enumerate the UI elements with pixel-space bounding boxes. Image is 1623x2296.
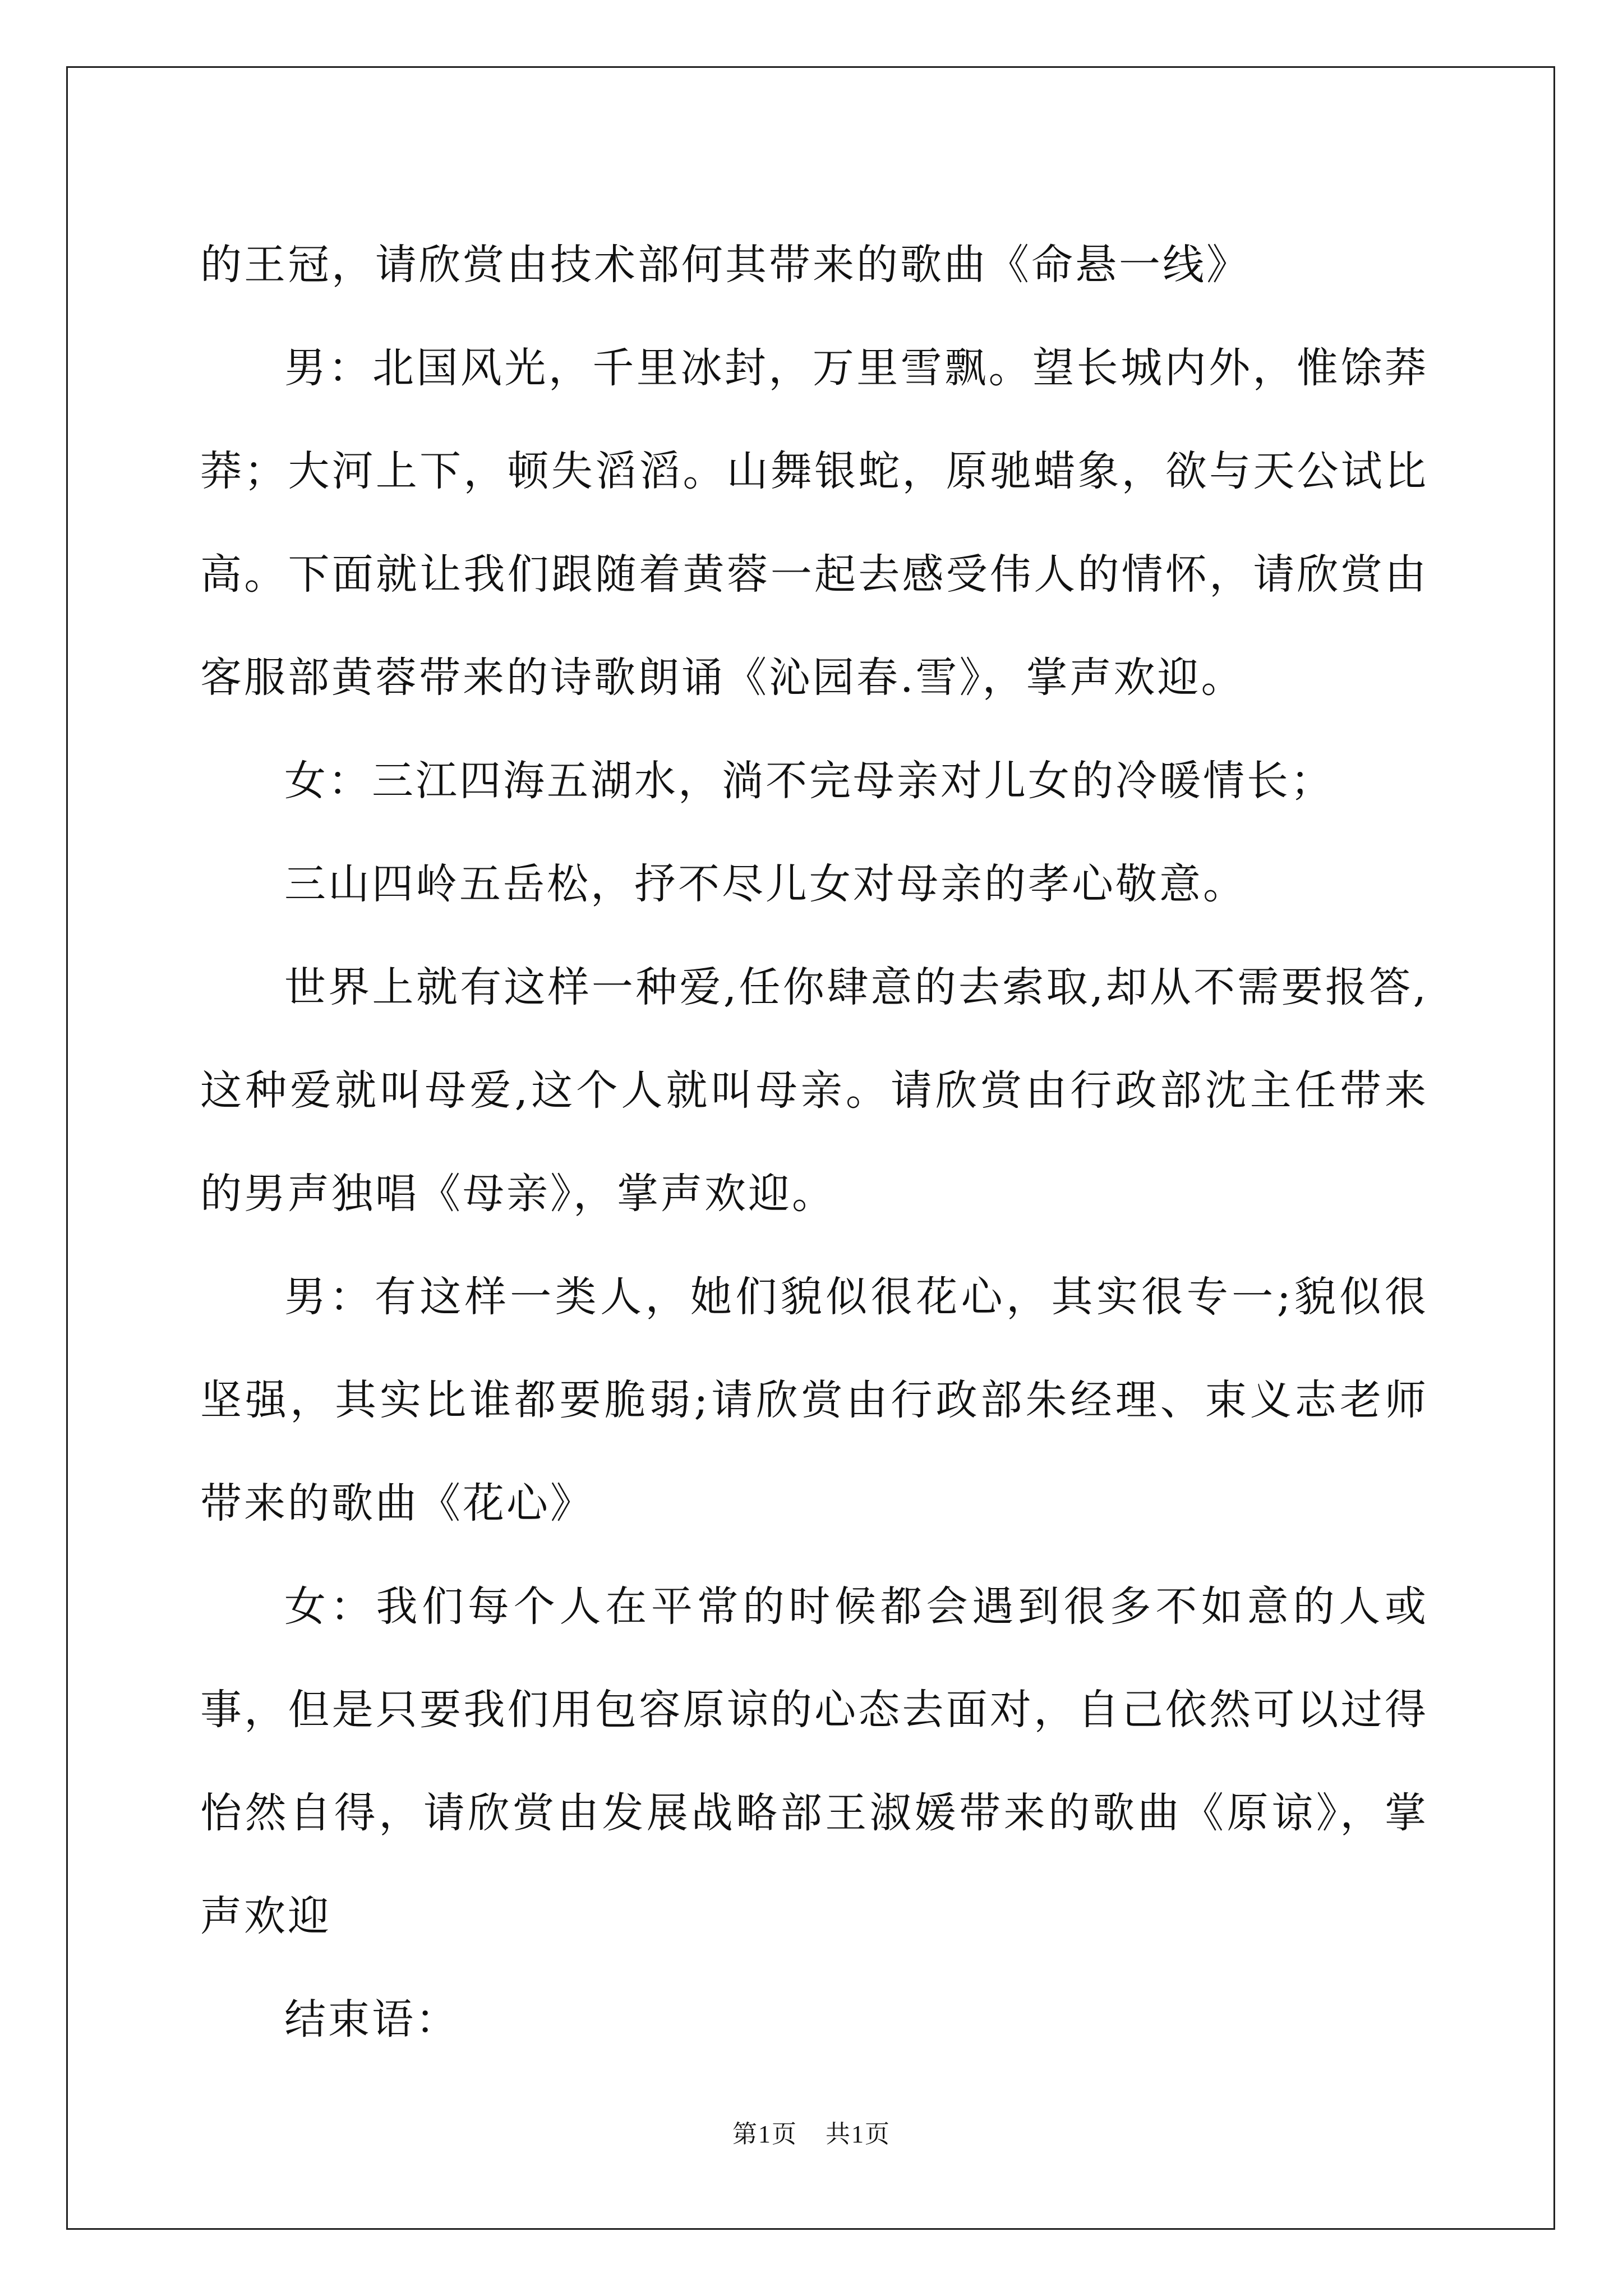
document-body (200, 213, 1428, 2071)
paragraph-4: 三山四岭五岳松，抒不尽儿女对母亲的孝心敬意。 (284, 860, 1247, 908)
paragraph-3: 女：三江四海五湖水，淌不完母亲对儿女的冷暖情长； (284, 757, 1334, 805)
page-number: 第1页 (732, 2120, 797, 2148)
paragraph-6: 男：有这样一类人，她们貌似很花心，其实很专一;貌似很坚强，其实比谁都要脆弱;请欣赏由行政部朱经理、束义志老师带来的歌曲《花心》 (200, 1273, 1428, 1527)
paragraph-8: 结束语： (284, 1995, 459, 2044)
paragraph-5: 世界上就有这样一种爱,任你肆意的去索取,却从不需要报答,这种爱就叫母爱,这个人就叫母亲。请欣赏由行政部沈主任带来的男声独唱《母亲》，掌声欢迎。 (200, 963, 1428, 1218)
page-total: 共1页 (826, 2120, 891, 2148)
paragraph-1: 的王冠，请欣赏由技术部何其带来的歌曲《命悬一线》 (200, 241, 1250, 289)
page-footer (0, 2114, 1623, 2150)
paragraph-2: 男：北国风光，千里冰封，万里雪飘。望长城内外，惟馀莽莽；大河上下，顿失滔滔。山舞银蛇，原驰蜡象，欲与天公试比高。下面就让我们跟随着黄蓉一起去感受伟人的情怀，请欣赏由客服部黄蓉带来的诗歌朗诵《沁园春.雪》，掌声欢迎。 (200, 344, 1428, 702)
paragraph-7: 女：我们每个人在平常的时候都会遇到很多不如意的人或事，但是只要我们用包容原谅的心态去面对，自己依然可以过得怡然自得，请欣赏由发展战略部王淑媛带来的歌曲《原谅》，掌声欢迎 (200, 1582, 1428, 1940)
